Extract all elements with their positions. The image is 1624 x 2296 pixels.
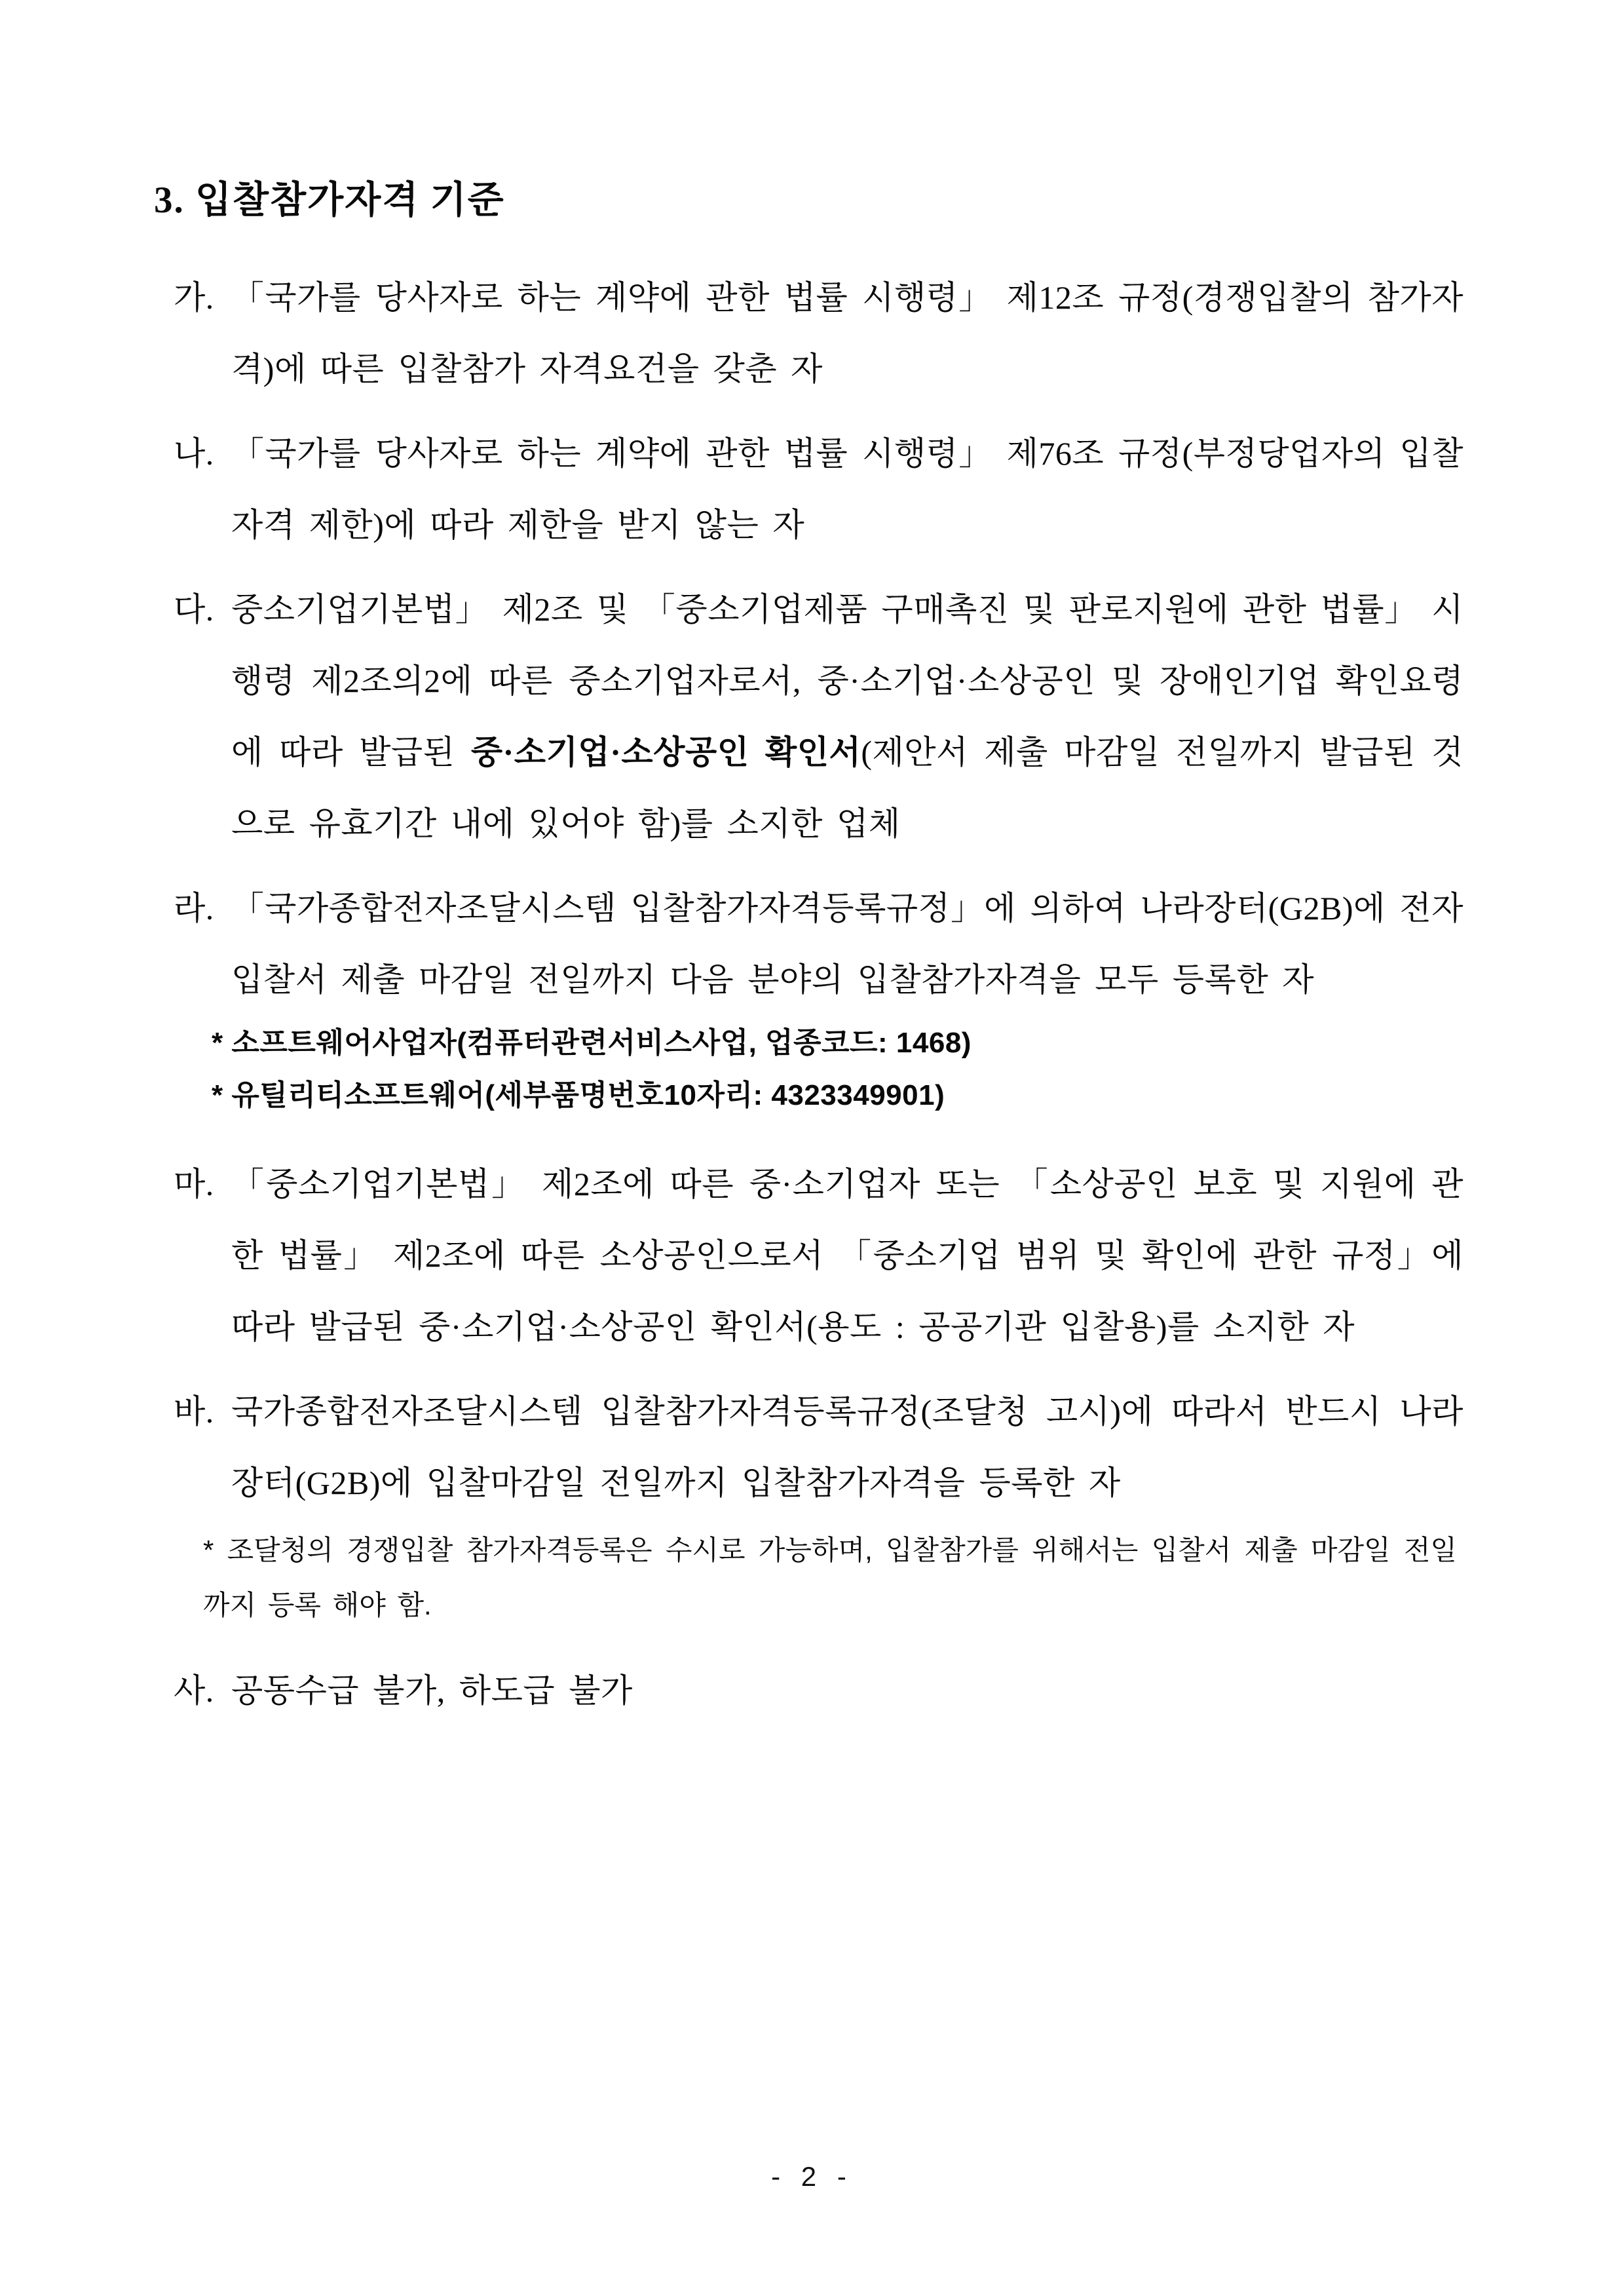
item-text (231, 574, 1463, 860)
item-text-segment: (제안서 제출 마감일 전일까지 발급된 것으로 유효기간 내에 있어야 함)를 소지한 업체 (231, 734, 1463, 843)
item-text: 「국가를 당사자로 하는 계약에 관한 법률 시행령」 제76조 규정(부정당업자의 입찰자격 제한)에 따라 제한을 받지 않는 자 (231, 435, 1463, 544)
page-number: - 2 - (771, 2161, 853, 2192)
document-content (154, 178, 1463, 1740)
registration-field-notes (154, 1017, 1463, 1122)
item-label: 가. (174, 279, 214, 316)
item-text: 국가종합전자조달시스템 입찰참가자격등록규정(조달청 고시)에 따라서 반드시 나라장터(G2B)에 입찰마감일 전일까지 입찰참가자격을 등록한 자 (231, 1392, 1463, 1501)
list-item-sa (154, 1655, 1463, 1727)
list-item-ma (154, 1149, 1463, 1363)
list-item-da (154, 574, 1463, 860)
bold-emphasis: 중·소기업·소상공인 확인서 (470, 734, 861, 771)
item-text-segment: 중소기업기본법」 제2조 및 「중소기업제품 구매촉진 및 판로지원에 관한 법률」 시행령 제2조의2에 따른 중소기업자로서, 중·소기업·소상공인 및 장애인기업 확인요령에 따라 발급된 (231, 591, 1463, 771)
item-label: 다. (174, 591, 214, 628)
footer (0, 2161, 1624, 2192)
item-label: 바. (174, 1392, 214, 1430)
item-label: 마. (174, 1165, 214, 1202)
list-item-ra-wrap (154, 873, 1463, 1122)
subnote-utility-software: * 유틸리티소프트웨어(세부품명번호10자리: 4323349901) (212, 1079, 945, 1112)
list-item-ba-wrap (154, 1376, 1463, 1633)
procurement-note: * 조달청의 경쟁입찰 참가자격등록은 수시로 가능하며, 입찰참가를 위해서는 입찰서 제출 마감일 전일 까지 등록 해야 함. (203, 1534, 1457, 1620)
list-item-ga (154, 262, 1463, 405)
item-text: 「국가를 당사자로 하는 계약에 관한 법률 시행령」 제12조 규정(경쟁입찰의 참가자격)에 따른 입찰참가 자격요건을 갖춘 자 (231, 279, 1463, 388)
item-text: 「중소기업기본법」 제2조에 따른 중·소기업자 또는 「소상공인 보호 및 지원에 관한 법률」 제2조에 따른 소상공인으로서 「중소기업 범위 및 확인에 관한 규정」에 따라 발급된 중·소기업·소상공인 확인서(용도 : 공공기관 입찰용)를 소지한 자 (231, 1165, 1463, 1345)
item-label: 사. (174, 1672, 214, 1709)
list-item-ba (154, 1376, 1463, 1519)
list-item-ra (154, 873, 1463, 1016)
subnote-software-provider: * 소프트웨어사업자(컴퓨터관련서비스사업, 업종코드: 1468) (212, 1027, 972, 1060)
item-label: 라. (174, 890, 214, 927)
section-title: 3. 입찰참가자격 기준 (154, 180, 505, 221)
item-text: 공동수급 불가, 하도급 불가 (231, 1672, 633, 1709)
list-item-na (154, 418, 1463, 561)
item-text: 「국가종합전자조달시스템 입찰참가자격등록규정」에 의하여 나라장터(G2B)에 전자입찰서 제출 마감일 전일까지 다음 분야의 입찰참가자격을 모두 등록한 자 (231, 890, 1463, 999)
item-label: 나. (174, 435, 214, 472)
